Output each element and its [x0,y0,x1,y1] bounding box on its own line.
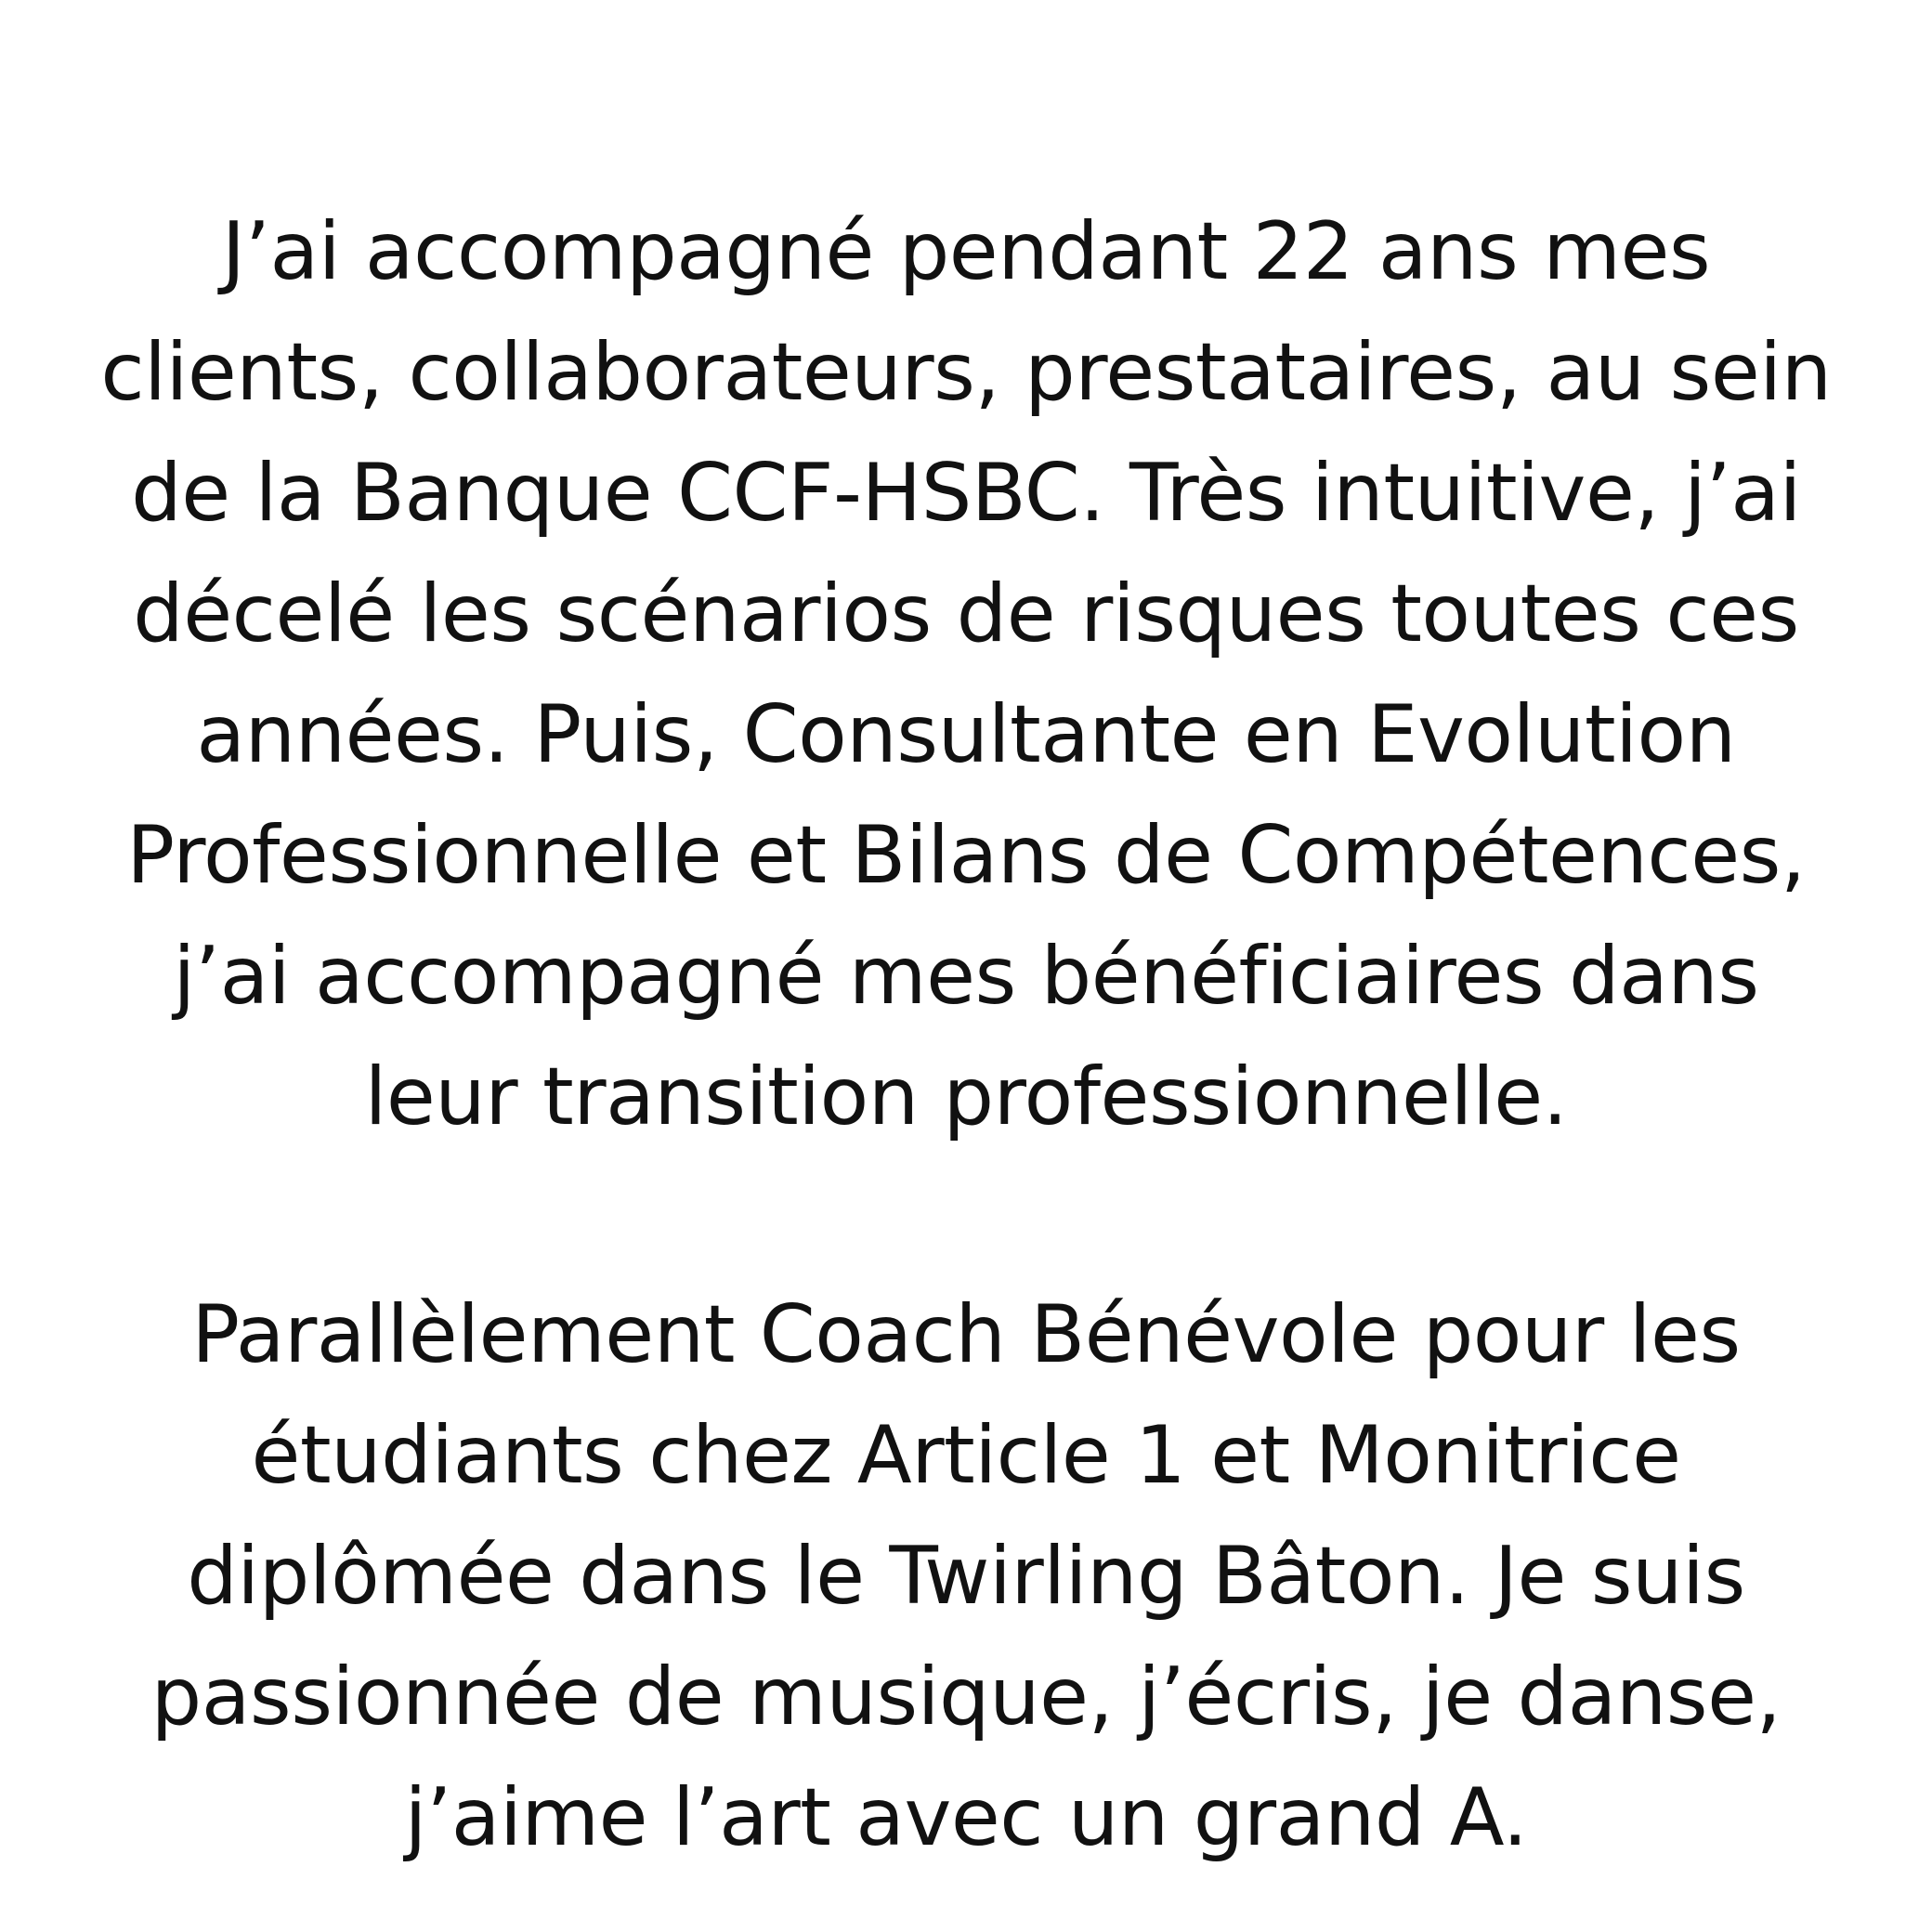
paragraph-1-line: de la Banque CCF-HSBC. Très intuitive, j’ai [131,447,1801,540]
paragraph-2-line: passionnée de musique, j’écris, je danse, [150,1651,1782,1743]
paragraph-1-line: leur transition professionnelle. [364,1051,1568,1143]
paragraph-1-line: clients, collaborateurs, prestataires, au sein [100,326,1832,419]
paragraph-2-line: Parallèlement Coach Bénévole pour les [191,1288,1741,1381]
paragraph-1-line: j’ai accompagné mes bénéficiaires dans [173,930,1759,1023]
paragraph-1-line: Professionnelle et Bilans de Compétences, [126,809,1806,902]
paragraph-1-line: années. Puis, Consultante en Evolution [196,688,1736,781]
paragraph-2-line: étudiants chez Article 1 et Monitrice [251,1409,1681,1502]
paragraph-1-line: décelé les scénarios de risques toutes ces [133,568,1799,660]
paragraph-2-line: diplômée dans le Twirling Bâton. Je suis [187,1530,1745,1623]
paragraph-2-line: j’aime l’art avec un grand A. [404,1771,1528,1864]
paragraph-1-line: J’ai accompagné pendant 22 ans mes [221,205,1711,298]
